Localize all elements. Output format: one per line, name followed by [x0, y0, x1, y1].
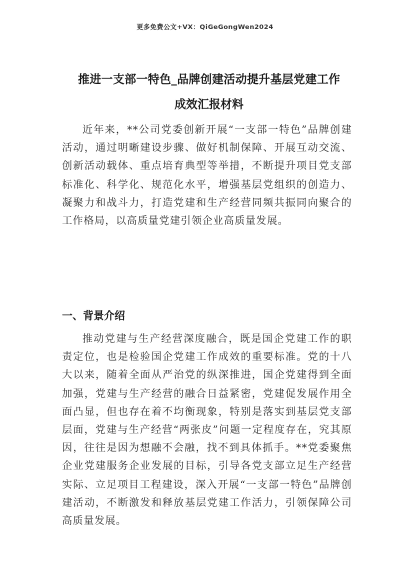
header-note: 更多免费公文+VX：QiGeGongWen2024: [136, 23, 274, 31]
intro-paragraph: 近年来，**公司党委创新开展“一支部一特色”品牌创建活动，通过明晰建设步骤、做好机制保障、开展互动交流、创新活动载体、重点培育典型等举措，不断提升项目党支部标准化、科学化、规范化水平，增强基层党组织的创造力、凝聚力和战斗力，打造党建和生产经营同频共振同向聚合的工作格局，以高质量党建引领企业高质量发展。: [62, 125, 352, 228]
background-paragraph: 推动党建与生产经营深度融合，既是国企党建工作的职责定位，也是检验国企党建工作成效的重要标准。党的十八大以来，随着全面从严治党的纵深推进，国企党建得到全面加强，党建与生产经营的融合日益紧密，党建促发展作用全面凸显，但也存在着不均衡现象，特别是落实到基层党支部层面，党建与生产经营“两张皮”问题一定程度存在，究其原因，往往是因为想融不会融，找不到具体抓手。**党委聚焦企业党建服务企业发展的目标，引导各党支部立足生产经营实际、立足项目工程建设，深入开展“一支部一特色”品牌创建活动，不断激发和释放基层党建工作活力，引领保障公司高质量发展。: [62, 334, 352, 528]
document-title: 推进一支部一特色_品牌创建活动提升基层党建工作成效汇报材料: [78, 72, 340, 111]
section-heading-background: 一、背景介绍: [62, 310, 125, 322]
